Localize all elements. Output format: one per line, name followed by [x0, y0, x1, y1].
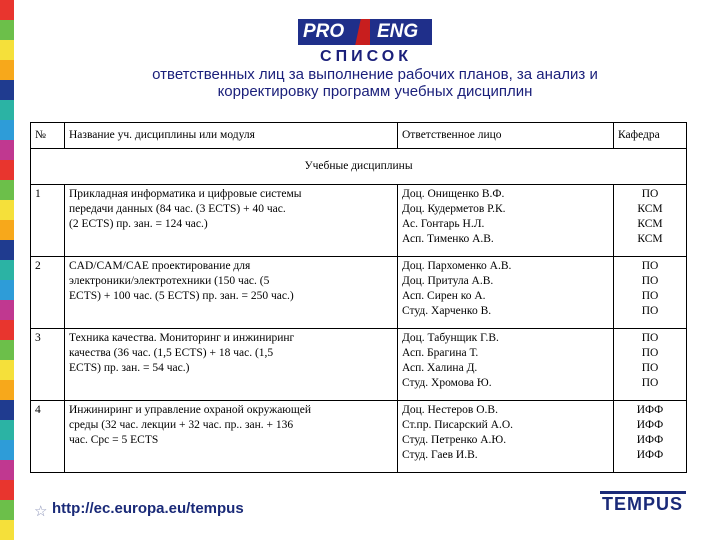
strip-cell	[0, 440, 14, 460]
responsible-person: Ас. Гонтарь Н.Л.	[402, 218, 485, 230]
subtitle-line-1: ответственных лиц за выполнение рабочих планов, за анализ и	[152, 66, 598, 83]
proeng-logo	[298, 19, 432, 45]
header-responsible: Ответственное лицо	[398, 123, 614, 149]
responsible-person: Доц. Кудерметов Р.К.	[402, 203, 506, 215]
department-code: КСМ	[637, 203, 663, 215]
responsible-person: Доц. Табунщик Г.В.	[402, 332, 499, 344]
row-number: 4	[31, 401, 65, 473]
discipline-name-line: среды (32 час. лекции + 32 час. пр.. зан. + 136	[69, 419, 294, 431]
page-title: СПИСОК	[320, 48, 412, 65]
section-row	[31, 149, 687, 185]
strip-cell	[0, 420, 14, 440]
discipline-name	[65, 185, 398, 257]
department-code: ИФФ	[636, 434, 664, 446]
strip-cell	[0, 140, 14, 160]
discipline-name	[65, 257, 398, 329]
responsibility-table	[30, 122, 687, 473]
department-list	[614, 257, 687, 329]
strip-cell	[0, 360, 14, 380]
row-number: 1	[31, 185, 65, 257]
department-code: КСМ	[637, 218, 663, 230]
department-code: ПО	[641, 275, 659, 287]
eu-stars-icon: ☆	[34, 502, 48, 520]
responsible-person: Доц. Нестеров О.В.	[402, 404, 498, 416]
discipline-name-line: (2 ECTS) пр. зан. = 124 час.)	[69, 218, 208, 230]
responsible-person: Асп. Халина Д.	[402, 362, 478, 374]
responsible-person: Ст.пр. Писарский А.О.	[402, 419, 514, 431]
department-code: КСМ	[637, 233, 663, 245]
table-row	[31, 401, 687, 473]
responsible-persons	[398, 257, 614, 329]
table-row	[31, 257, 687, 329]
responsible-person: Асп. Тименко А.В.	[402, 233, 494, 245]
section-title: Учебные дисциплины	[31, 149, 687, 185]
responsible-person: Студ. Харченко В.	[402, 305, 492, 317]
department-code: ПО	[641, 347, 659, 359]
responsible-person: Доц. Онищенко В.Ф.	[402, 188, 505, 200]
department-code: ПО	[641, 377, 659, 389]
strip-cell	[0, 0, 14, 20]
discipline-name-line: качества (36 час. (1,5 ECTS) + 18 час. (1,5	[69, 347, 274, 359]
department-list	[614, 329, 687, 401]
strip-cell	[0, 20, 14, 40]
responsible-person: Доц. Пархоменко А.В.	[402, 260, 512, 272]
header-discipline-name: Название уч. дисциплины или модуля	[65, 123, 398, 149]
footer	[0, 494, 720, 540]
strip-cell	[0, 260, 14, 280]
department-code: ИФФ	[636, 449, 664, 461]
department-code: ПО	[641, 362, 659, 374]
header-department: Кафедра	[614, 123, 687, 149]
department-code: ИФФ	[636, 419, 664, 431]
strip-cell	[0, 180, 14, 200]
logo-text-right: ENG	[377, 21, 419, 42]
responsible-person: Студ. Гаев И.В.	[402, 449, 478, 461]
logo-text-left: PRO	[303, 21, 345, 42]
page-subtitle	[70, 66, 680, 100]
header-number: №	[31, 123, 65, 149]
discipline-name-line: Техника качества. Мониторинг и инжиниринг	[69, 332, 295, 344]
strip-cell	[0, 340, 14, 360]
row-number: 2	[31, 257, 65, 329]
discipline-name-line: час. Срс = 5 ECTS	[69, 434, 159, 446]
department-list	[614, 401, 687, 473]
subtitle-line-2: корректировку программ учебных дисциплин	[217, 83, 533, 100]
strip-cell	[0, 460, 14, 480]
table-header-row	[31, 123, 687, 149]
department-list	[614, 185, 687, 257]
department-code: ПО	[641, 305, 659, 317]
strip-cell	[0, 80, 14, 100]
responsible-person: Доц. Притула А.В.	[402, 275, 494, 287]
department-code: ИФФ	[636, 404, 664, 416]
responsible-person: Асп. Брагина Т.	[402, 347, 479, 359]
discipline-name-line: Прикладная информатика и цифровые системы	[69, 188, 302, 200]
strip-cell	[0, 380, 14, 400]
left-color-strip	[0, 0, 14, 540]
tempus-logo: TEMPUS	[602, 494, 684, 514]
department-code: ПО	[641, 290, 659, 302]
strip-cell	[0, 160, 14, 180]
strip-cell	[0, 220, 14, 240]
discipline-name-line: ECTS) + 100 час. (5 ECTS) пр. зан. = 250 час.)	[69, 290, 294, 302]
department-code: ПО	[641, 188, 659, 200]
responsible-person: Студ. Петренко А.Ю.	[402, 434, 507, 446]
responsible-persons	[398, 329, 614, 401]
responsible-persons	[398, 401, 614, 473]
responsible-persons	[398, 185, 614, 257]
discipline-name-line: передачи данных (84 час. (3 ECTS) + 40 час.	[69, 203, 286, 215]
strip-cell	[0, 100, 14, 120]
footer-url-link[interactable]: http://ec.europa.eu/tempus	[52, 500, 244, 517]
discipline-name-line: ECTS) пр. зан. = 54 час.)	[69, 362, 190, 374]
department-code: ПО	[641, 260, 659, 272]
discipline-name	[65, 401, 398, 473]
discipline-name-line: Инжиниринг и управление охраной окружающей	[69, 404, 312, 416]
row-number: 3	[31, 329, 65, 401]
strip-cell	[0, 240, 14, 260]
responsible-person: Асп. Сирен ко А.	[402, 290, 486, 302]
strip-cell	[0, 280, 14, 300]
responsible-person: Студ. Хромова Ю.	[402, 377, 492, 389]
table-row	[31, 185, 687, 257]
strip-cell	[0, 300, 14, 320]
discipline-name-line: CAD/CAM/CAE проектирование для	[69, 260, 251, 272]
strip-cell	[0, 120, 14, 140]
strip-cell	[0, 400, 14, 420]
table-row	[31, 329, 687, 401]
strip-cell	[0, 320, 14, 340]
strip-cell	[0, 200, 14, 220]
discipline-name	[65, 329, 398, 401]
discipline-name-line: электроники/электротехники (150 час. (5	[69, 275, 270, 287]
department-code: ПО	[641, 332, 659, 344]
